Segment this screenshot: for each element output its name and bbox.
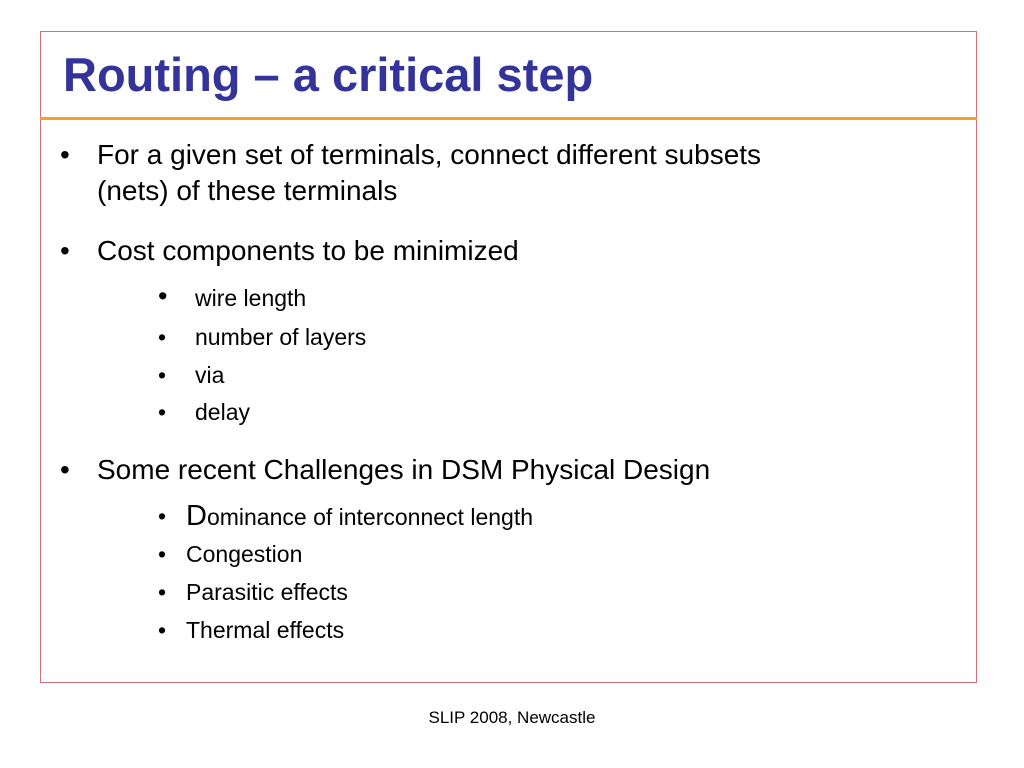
sub-bullet-text: via	[195, 362, 225, 388]
dominance-rest: ominance of interconnect length	[206, 504, 533, 530]
bullet-dot: •	[60, 454, 70, 485]
sub-bullet-dot: •	[158, 541, 167, 567]
sub-bullet-dot: •	[158, 324, 167, 350]
sub-bullet-text: Parasitic effects	[186, 579, 348, 605]
bullet-dot: •	[60, 139, 70, 170]
sub-bullet-text: number of layers	[195, 324, 367, 350]
sub-bullet-dot: •	[158, 281, 168, 311]
slide-title: Routing – a critical step	[63, 48, 594, 101]
slide-frame	[40, 31, 977, 683]
title-divider	[40, 117, 977, 120]
sub-bullet-text: delay	[195, 399, 250, 425]
bullet-challenges-text: Some recent Challenges in DSM Physical Design	[97, 454, 711, 485]
bullet-terminals-line2: (nets) of these terminals	[97, 175, 398, 206]
sub-bullet-text: Congestion	[186, 541, 303, 567]
sub-bullet-dot: •	[158, 503, 167, 529]
sub-bullet-text: Thermal effects	[186, 617, 345, 643]
sub-bullet-text: wire length	[195, 285, 307, 311]
sub-bullet-dot: •	[158, 579, 167, 605]
slide-footer: SLIP 2008, Newcastle	[428, 708, 596, 727]
sub-bullet-dot: •	[158, 399, 167, 425]
sub-bullet-dot: •	[158, 617, 167, 643]
dominance-initial: D	[186, 500, 207, 532]
sub-bullet-dot: •	[158, 362, 167, 388]
bullet-dot: •	[60, 235, 70, 266]
bullet-cost-components-text: Cost components to be minimized	[97, 235, 519, 266]
bullet-terminals-line1: For a given set of terminals, connect different subsets	[97, 139, 762, 170]
sub-bullet-dominance-text	[186, 501, 533, 532]
